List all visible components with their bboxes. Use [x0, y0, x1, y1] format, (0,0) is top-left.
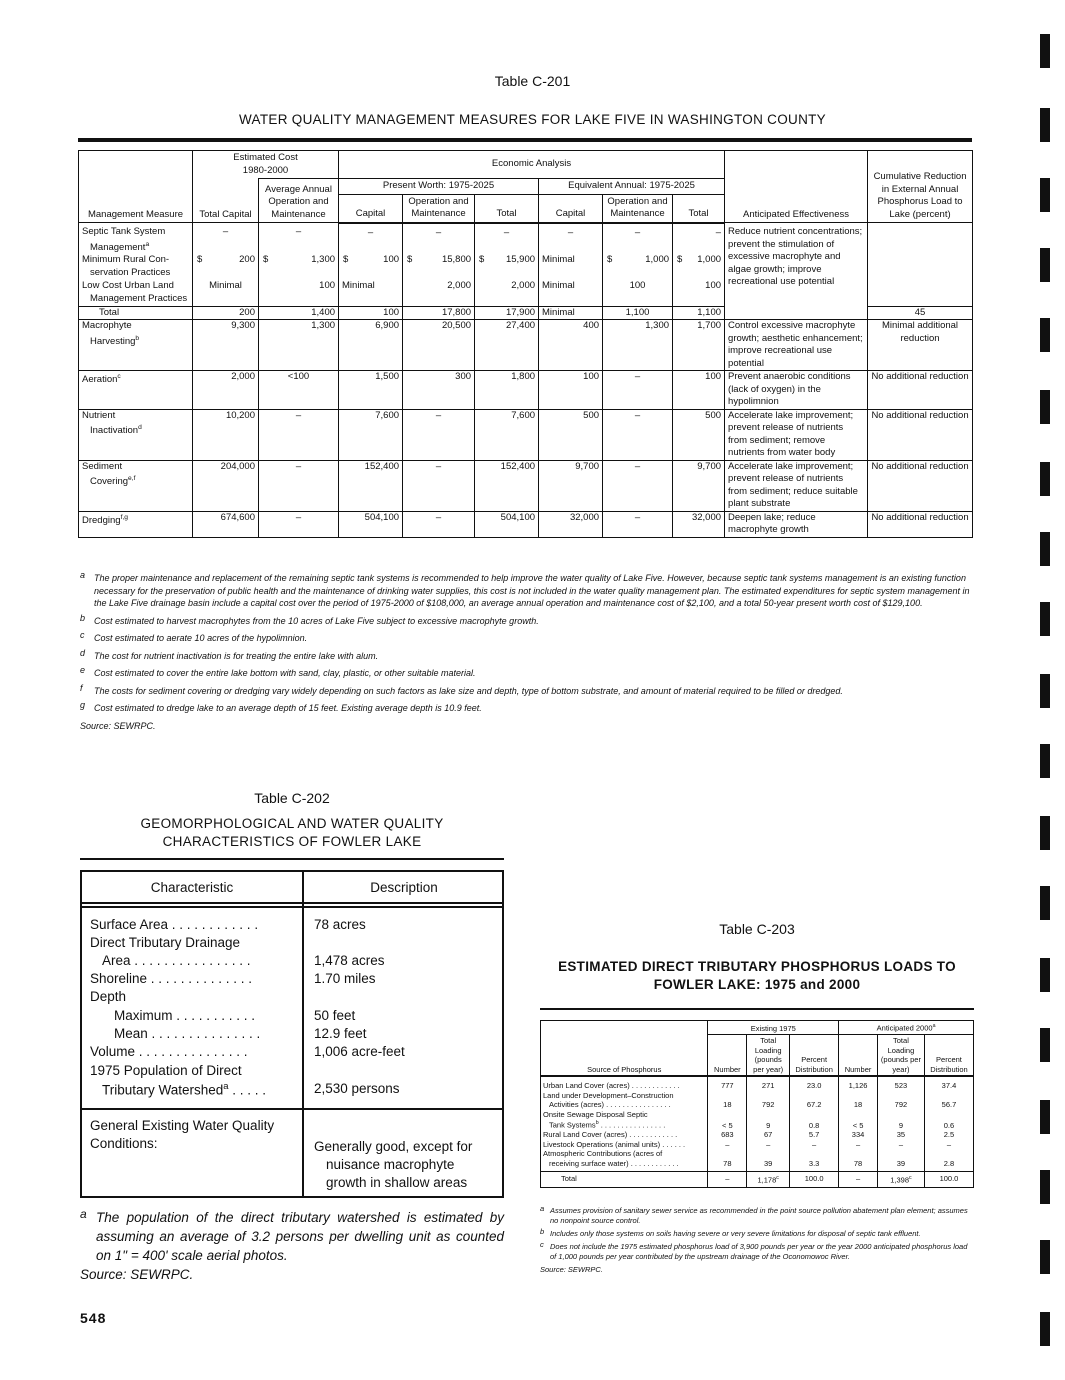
cell: 39 [877, 1149, 924, 1172]
table-row [541, 1091, 974, 1110]
table-201-footnotes [80, 572, 972, 732]
char-dta: Direct Tributary Drainage [90, 935, 241, 950]
cell: 32,000 [539, 511, 603, 537]
val-general-2: nuisance macrophyte [326, 1157, 455, 1172]
table-203 [540, 1020, 974, 1188]
cell: 20,500 [403, 320, 475, 371]
footnote: a Assumes provision of sanitary sewer service as recommended in the point source pollution abatement plan element; assumes no nonpoint source control. [540, 1204, 968, 1225]
cell: 1,300 [259, 320, 339, 371]
cell: – [790, 1140, 839, 1150]
cell: – [259, 511, 339, 537]
cell: 5.7 [790, 1130, 839, 1140]
char-volume: Volume . . . . . . . . . . . . . . . [90, 1044, 248, 1059]
val-dta: 1,478 acres [314, 953, 385, 968]
val-general: Generally good, except for [314, 1139, 473, 1154]
cell: – [603, 371, 673, 410]
char-general-2: Conditions: [90, 1136, 158, 1151]
cell: – [259, 409, 339, 460]
cell: – [747, 1140, 790, 1150]
cell: 35 [877, 1130, 924, 1140]
cell: 674,600 [193, 511, 259, 537]
cell: 3.3 [790, 1149, 839, 1172]
cell: 792 [877, 1091, 924, 1110]
cell: $ 1,000 [603, 254, 673, 280]
cell: 152,400 [339, 460, 403, 511]
measure-total: Total [79, 306, 193, 320]
cell: Accelerate lake improvement; prevent release of nutrients from sediment; remove nutrients from water body [725, 409, 868, 460]
footnote: c Cost estimated to aerate 10 acres of the hypolimnion. [80, 630, 308, 643]
cell: – [839, 1140, 878, 1150]
cell: 100 [673, 371, 725, 410]
measure-rural: Minimum Rural Con- servation Practices [79, 254, 193, 280]
source-label: Total [541, 1172, 708, 1188]
header-anticipated: Anticipated 2000$^a$ [839, 1021, 974, 1035]
cell: 1,300 [603, 320, 673, 371]
header-total-loading: Total Loading (pounds per year) [877, 1035, 924, 1077]
cell: $ 15,900 [475, 254, 539, 280]
cell: 9,700 [539, 460, 603, 511]
cell: 504,100 [475, 511, 539, 537]
header-anticipated-effectiveness: Anticipated Effectiveness [725, 151, 868, 223]
cell: 1,126 [839, 1076, 878, 1091]
cell: 792 [747, 1091, 790, 1110]
cell: No additional reduction [868, 460, 973, 511]
table-203-subtitle: ESTIMATED DIRECT TRIBUTARY PHOSPHORUS LOADS TO FOWLER LAKE: 1975 and 2000 [558, 959, 956, 992]
cell: – [259, 460, 339, 511]
measure-sediment: Sediment Covering$^{e,f}$ [79, 460, 193, 511]
cell: 9,300 [193, 320, 259, 371]
measure-septic: Septic Tank System Management$^a$ [79, 223, 193, 255]
char-shoreline: Shoreline . . . . . . . . . . . . . . [90, 971, 253, 986]
cell: – [403, 511, 475, 537]
cell: Minimal [339, 280, 403, 306]
header-percent: Percent Distribution [924, 1035, 973, 1077]
cell: Control excessive macrophyte growth; aesthetic enhancement; improve recreational use potential [725, 320, 868, 371]
cell: 1,400 [259, 306, 339, 320]
source-note: Source: SEWRPC. [80, 720, 156, 731]
cell: 18 [839, 1091, 878, 1110]
cell: Accelerate lake improvement; prevent release of nutrients from sediment; reduce suitable plant substrate [725, 460, 868, 511]
header-management-measure: Management Measure [79, 151, 193, 223]
cell: Minimal additional reduction [868, 320, 973, 371]
cell: – [839, 1172, 878, 1188]
val-shoreline: 1.70 miles [314, 971, 376, 986]
cell: $ 1,300 [259, 254, 339, 280]
table-202 [80, 870, 504, 1198]
cell: 67.2 [790, 1091, 839, 1110]
cell: 1,398$^c$ [877, 1172, 924, 1188]
cell: 523 [877, 1076, 924, 1091]
cell: – [475, 223, 539, 255]
table-row [79, 409, 973, 460]
header-present-worth: Present Worth: 1975-2025 [339, 179, 539, 195]
footnote: b Includes only those systems on soils having severe or very severe limitations for disposal of septic tank effluent. [540, 1227, 921, 1238]
header-average-annual-om: Average Annual Operation and Maintenance [259, 179, 339, 223]
val-mean: 12.9 feet [314, 1026, 367, 1041]
table-row [79, 511, 973, 537]
measure-urban: Low Cost Urban Land Management Practices [79, 280, 193, 306]
table-202-subtitle: GEOMORPHOLOGICAL AND WATER QUALITY CHARACTERISTICS OF FOWLER LAKE [140, 816, 444, 849]
footnote: c Does not include the 1975 estimated phosphorus load of 3,900 pounds per year or the year 2000 anticipated phosphorus load of 1,000 pounds per year contributed by the upstream drainage of the Oconomowoc River. [540, 1240, 968, 1261]
source-label: Rural Land Cover (acres) . . . . . . . . . . . . [541, 1130, 708, 1140]
cell: 100.0 [924, 1172, 973, 1188]
table-201 [78, 150, 973, 538]
page-number: 548 [80, 1310, 107, 1326]
divider [82, 1108, 502, 1110]
cell: 1,100 [673, 306, 725, 320]
cell: Deepen lake; reduce macrophyte growth [725, 511, 868, 537]
table-202-top-rule [80, 858, 504, 860]
header-number: Number [839, 1035, 878, 1077]
header-estimated-cost: Estimated Cost 1980-2000 [193, 151, 339, 179]
char-depth: Depth [90, 989, 127, 1004]
cell: – [708, 1172, 747, 1188]
table-row [541, 1140, 974, 1150]
cell: No additional reduction [868, 409, 973, 460]
cell: Minimal [193, 280, 259, 306]
header-total-capital: Total Capital [193, 179, 259, 223]
header-cumulative-reduction: Cumulative Reduction in External Annual Phosphorus Load to Lake (percent) [868, 151, 973, 223]
source-note: Source: SEWRPC. [540, 1265, 603, 1274]
cell: 9 [877, 1110, 924, 1131]
cell: 18 [708, 1091, 747, 1110]
cell: No additional reduction [868, 371, 973, 410]
cell: 17,900 [475, 306, 539, 320]
table-203-title: Table C-203 [719, 921, 795, 937]
source-label: Urban Land Cover (acres) . . . . . . . . . . . . [541, 1076, 708, 1091]
header-number: Number [708, 1035, 747, 1077]
cell: 0.8 [790, 1110, 839, 1131]
cell: $ 200 [193, 254, 259, 280]
cell: 2.8 [924, 1149, 973, 1172]
header-existing: Existing 1975 [708, 1021, 839, 1035]
cell: $ 15,800 [403, 254, 475, 280]
table-row [79, 223, 973, 255]
cell: 100 [339, 306, 403, 320]
cell: 100 [673, 280, 725, 306]
header-economic-analysis: Economic Analysis [339, 151, 725, 179]
footnote: b Cost estimated to harvest macrophytes from the 10 acres of Lake Five subject to excessive macrophyte growth. [80, 612, 539, 626]
val-surface-area: 78 acres [314, 917, 366, 932]
table-row [541, 1130, 974, 1140]
char-surface-area: Surface Area . . . . . . . . . . . . [90, 917, 259, 932]
footnote: a The proper maintenance and replacement of the remaining septic tank systems is recommended to help improve the water quality of Lake Five. However, because septic tank systems management is an existing function necessary for the preservation of public health and the maintenance of drinking water supplies, this cost is not included in the water quality management plan. The estimated expenditures for septic system management in the Lake Five drainage basin include a capital cost over the period of 1975-2000 of $108,000, an average annual operation and maintenance cost of $2,100, and a total 50-year present worth cost of $129,100. [80, 570, 970, 608]
cell: < 5 [839, 1110, 878, 1131]
cell: 100 [539, 371, 603, 410]
table-202-footnotes: a The population of the direct tributary watershed is estimated by assuming an average of 3.2 persons per dwelling unit as counted on 1" = 400' scale aerial photos. Source: SEWRPC. [80, 1207, 504, 1282]
cell: 39 [747, 1149, 790, 1172]
char-mean: Mean . . . . . . . . . . . . . . . [114, 1026, 261, 1041]
char-general: General Existing Water Quality [90, 1118, 275, 1133]
cell: – [403, 223, 475, 255]
measure-nutrient: Nutrient Inactivation$^d$ [79, 409, 193, 460]
cell: <100 [259, 371, 339, 410]
cell: – [673, 223, 725, 255]
divider [302, 872, 304, 1196]
cell: 7,600 [475, 409, 539, 460]
cell: 1,500 [339, 371, 403, 410]
cell: 300 [403, 371, 475, 410]
cell: 777 [708, 1076, 747, 1091]
cell: 17,800 [403, 306, 475, 320]
cell: Minimal [539, 254, 603, 280]
cell: Minimal [539, 306, 603, 320]
cell: 200 [193, 306, 259, 320]
source-note: Source: SEWRPC. [80, 1267, 194, 1282]
cell: – [708, 1140, 747, 1150]
cell: 334 [839, 1130, 878, 1140]
cell: – [403, 409, 475, 460]
header-pw-total: Total [475, 194, 539, 223]
cell [868, 223, 973, 307]
header-description: Description [370, 880, 438, 895]
header-ea-capital: Capital [539, 194, 603, 223]
table-row [541, 1076, 974, 1091]
cell: $ 1,000 [673, 254, 725, 280]
cell: – [339, 223, 403, 255]
cell: – [603, 409, 673, 460]
cell: 7,600 [339, 409, 403, 460]
cell [725, 306, 868, 320]
header-total-loading: Total Loading (pounds per year) [747, 1035, 790, 1077]
char-population: 1975 Population of Direct [90, 1063, 242, 1078]
header-percent: Percent Distribution [790, 1035, 839, 1077]
cell: 2,000 [403, 280, 475, 306]
cell: – [603, 460, 673, 511]
header-ea-total: Total [673, 194, 725, 223]
char-population-2: Tributary Watershed$^a$ . . . . . [102, 1081, 267, 1098]
cell: 27,400 [475, 320, 539, 371]
cell: Minimal [539, 280, 603, 306]
cell: – [403, 460, 475, 511]
val-maximum: 50 feet [314, 1008, 356, 1023]
header-ea-om: Operation and Maintenance [603, 194, 673, 223]
cell: 78 [839, 1149, 878, 1172]
cell: 23.0 [790, 1076, 839, 1091]
cell: 67 [747, 1130, 790, 1140]
table-202-title: Table C-202 [254, 790, 330, 806]
cell: 1,100 [603, 306, 673, 320]
cell: 1,800 [475, 371, 539, 410]
table-201-top-rule [78, 138, 972, 142]
cell: 2.5 [924, 1130, 973, 1140]
divider [82, 906, 502, 908]
effectiveness-group: Reduce nutrient concentrations; prevent the stimulation of excessive macrophyte and algae growth; improve recreational use potential [725, 223, 868, 307]
header-source: Source of Phosphorus [541, 1021, 708, 1077]
cell: 683 [708, 1130, 747, 1140]
cell: 0.6 [924, 1110, 973, 1131]
table-201-subtitle: WATER QUALITY MANAGEMENT MEASURES FOR LAKE FIVE IN WASHINGTON COUNTY [239, 112, 826, 127]
cell: – [539, 223, 603, 255]
cell: – [259, 223, 339, 255]
table-row [79, 460, 973, 511]
footnote: e Cost estimated to cover the entire lake bottom with sand, clay, plastic, or other suitable material. [80, 665, 476, 678]
val-volume: 1,006 acre-feet [314, 1044, 405, 1059]
table-row [79, 320, 973, 371]
source-label: Land under Development–Construction Activities (acres) . . . . . . . . . . . . . . . . [541, 1091, 708, 1110]
cell: 100 [259, 280, 339, 306]
footnote: f The costs for sediment covering or dredging vary widely depending on such factors as lake size and depth, type of bottom substrate, and amount of material required to be filled or dredged. [80, 682, 843, 696]
cell: 37.4 [924, 1076, 973, 1091]
divider [82, 902, 502, 904]
table-row-total [541, 1172, 974, 1188]
cell: Prevent anaerobic conditions (lack of oxygen) in the hypolimnion [725, 371, 868, 410]
cell: – [603, 511, 673, 537]
header-characteristic: Characteristic [150, 880, 234, 895]
cell: – [193, 223, 259, 255]
cell: 56.7 [924, 1091, 973, 1110]
cell: 2,000 [193, 371, 259, 410]
table-row [541, 1110, 974, 1131]
cell: No additional reduction [868, 511, 973, 537]
footnote: The population of the direct tributary watershed is estimated by assuming an average of 3.2 persons per dwelling unit as counted on 1" = 400' scale aerial photos. [96, 1210, 504, 1263]
table-row [541, 1149, 974, 1172]
cell: 1,178$^c$ [747, 1172, 790, 1188]
cell: 504,100 [339, 511, 403, 537]
cell: – [603, 223, 673, 255]
cell: 100.0 [790, 1172, 839, 1188]
cell: 500 [539, 409, 603, 460]
footnote: d The cost for nutrient inactivation is for treating the entire lake with alum. [80, 647, 379, 661]
cell: 1,700 [673, 320, 725, 371]
cell: 100 [603, 280, 673, 306]
cell: 6,900 [339, 320, 403, 371]
measure-aeration: Aeration$^c$ [79, 371, 193, 410]
char-dta-2: Area . . . . . . . . . . . . . . . . [102, 953, 251, 968]
cell: – [877, 1140, 924, 1150]
cell: 45 [868, 306, 973, 320]
cell: 152,400 [475, 460, 539, 511]
table-203-top-rule [540, 1008, 974, 1010]
source-label: Livestock Operations (animal units) . . . . . . [541, 1140, 708, 1150]
table-row [79, 371, 973, 410]
cell: 10,200 [193, 409, 259, 460]
cell: 204,000 [193, 460, 259, 511]
char-maximum: Maximum . . . . . . . . . . . [114, 1008, 256, 1023]
footnote: g Cost estimated to dredge lake to an average depth of 15 feet. Existing average depth is 10.9 feet. [80, 700, 482, 713]
measure-dredging: Dredging$^{f,g}$ [79, 511, 193, 537]
cell: 400 [539, 320, 603, 371]
cell: 2,000 [475, 280, 539, 306]
cell: 500 [673, 409, 725, 460]
cell: 271 [747, 1076, 790, 1091]
table-201-title: Table C-201 [494, 73, 571, 89]
table-row-total [79, 306, 973, 320]
val-population: 2,530 persons [314, 1081, 400, 1096]
source-label: Onsite Sewage Disposal Septic Tank Systems$^b$ . . . . . . . . . . . . . . . . [541, 1110, 708, 1131]
cell: 9 [747, 1110, 790, 1131]
source-label: Atmospheric Contributions (acres of receiving surface water) . . . . . . . . . . . . [541, 1149, 708, 1172]
cell: 9,700 [673, 460, 725, 511]
measure-macrophyte: Macrophyte Harvesting$^b$ [79, 320, 193, 371]
header-pw-om: Operation and Maintenance [403, 194, 475, 223]
table-203-footnotes [540, 1206, 974, 1275]
val-general-3: growth in shallow areas [326, 1175, 468, 1190]
header-pw-capital: Capital [339, 194, 403, 223]
cell: – [924, 1140, 973, 1150]
cell: 32,000 [673, 511, 725, 537]
header-equivalent-annual: Equivalent Annual: 1975-2025 [539, 179, 725, 195]
cell: < 5 [708, 1110, 747, 1131]
cell: $ 100 [339, 254, 403, 280]
cell: 78 [708, 1149, 747, 1172]
